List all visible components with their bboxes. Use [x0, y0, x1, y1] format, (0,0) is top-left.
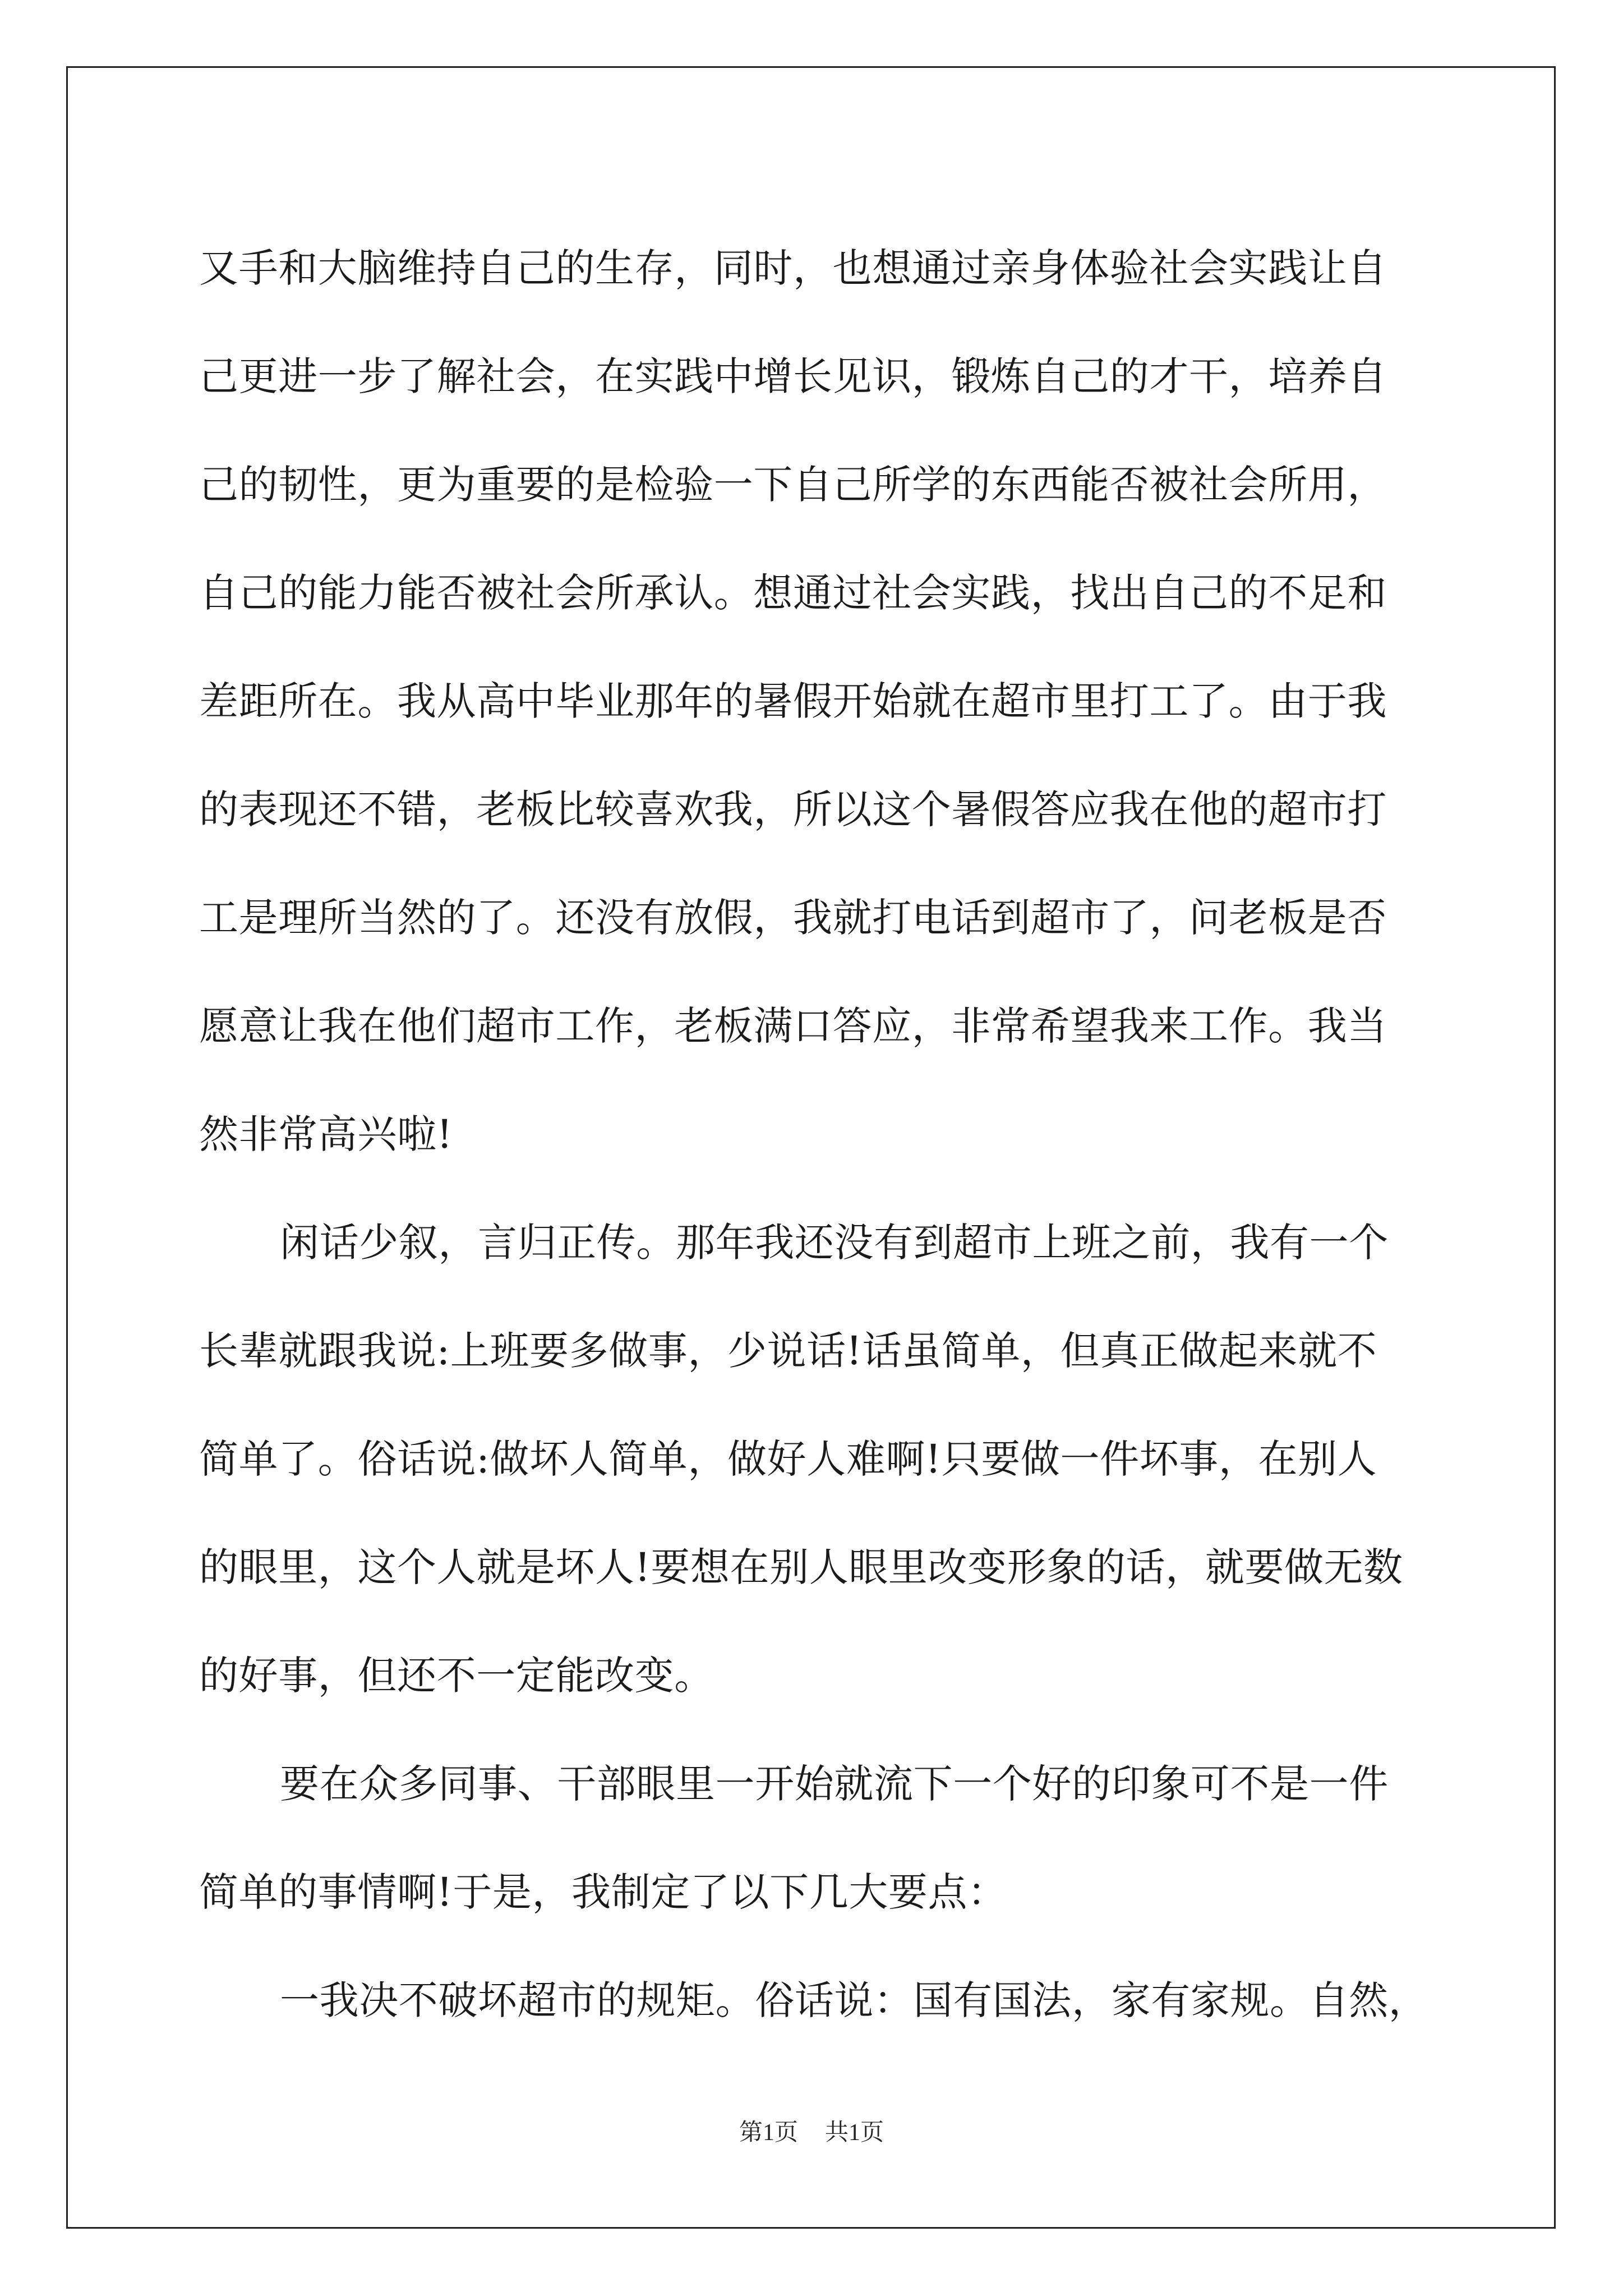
- text-line: 简单的事情啊!于是，我制定了以下几大要点：: [199, 1869, 1007, 1915]
- text-line: 要在众多同事、干部眼里一开始就流下一个好的印象可不是一件: [280, 1761, 1389, 1807]
- text-line: 工是理所当然的了。还没有放假，我就打电话到超市了，问老板是否: [199, 895, 1387, 941]
- text-line: 一我决不破坏超市的规矩。俗话说：国有国法，家有家规。自然，: [280, 1977, 1428, 2023]
- text-line: 的眼里，这个人就是坏人!要想在别人眼里改变形象的话，就要做无数: [199, 1544, 1403, 1590]
- page-total: 共1页: [825, 2120, 884, 2146]
- text-line: 闲话少叙，言归正传。那年我还没有到超市上班之前，我有一个: [280, 1220, 1389, 1266]
- text-line: 的好事，但还不一定能改变。: [199, 1653, 714, 1699]
- text-line: 差距所在。我从高中毕业那年的暑假开始就在超市里打工了。由于我: [199, 678, 1387, 724]
- text-line: 愿意让我在他们超市工作，老板满口答应，非常希望我来工作。我当: [199, 1003, 1387, 1049]
- text-line: 己更进一步了解社会，在实践中增长见识，锻炼自己的才干，培养自: [199, 353, 1387, 399]
- text-line: 自己的能力能否被社会所承认。想通过社会实践，找出自己的不足和: [199, 570, 1387, 616]
- text-line: 然非常高兴啦!: [199, 1111, 453, 1157]
- page-number: 第1页: [739, 2120, 798, 2146]
- text-line: 长辈就跟我说:上班要多做事，少说话!话虽简单，但真正做起来就不: [199, 1328, 1377, 1374]
- text-line: 己的韧性，更为重要的是检验一下自己所学的东西能否被社会所用，: [199, 462, 1387, 508]
- text-line: 又手和大脑维持自己的生存，同时，也想通过亲身体验社会实践让自: [199, 245, 1387, 291]
- page-footer: [0, 2114, 1623, 2147]
- text-line: 简单了。俗话说:做坏人简单，做好人难啊!只要做一件坏事，在别人: [199, 1436, 1377, 1482]
- document-body: [199, 214, 1428, 2055]
- text-line: 的表现还不错，老板比较喜欢我，所以这个暑假答应我在他的超市打: [199, 786, 1387, 832]
